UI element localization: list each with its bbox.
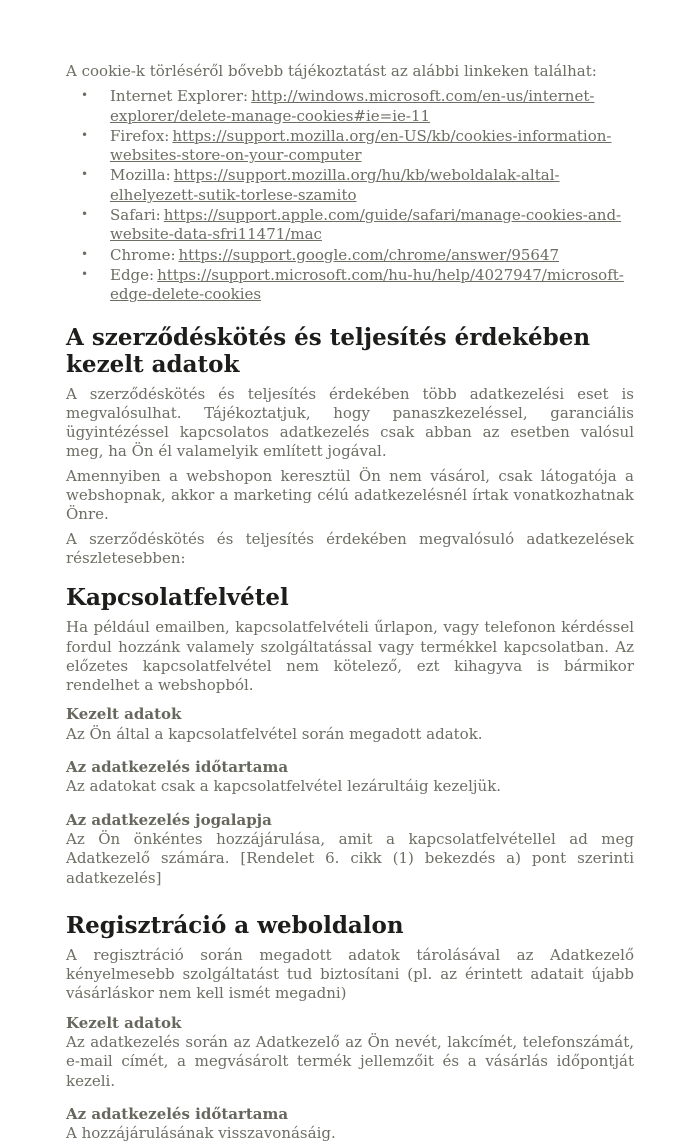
list-item-edge [66, 266, 634, 305]
section-title-contract-data: A szerződéskötés és teljesítés érdekében kezelt adatok [66, 323, 591, 378]
subsection-text-managed-data: Az adatkezelés során az Adatkezelő az Ön nevét, lakcímét, telefonszámát, e-mail címét, a megvásárolt termék jellemzőit és a vásárlás időpontját kezeli. [66, 1032, 634, 1090]
subsection-heading-duration: Az adatkezelés időtartama [66, 1104, 289, 1123]
browser-cookie-link-chrome[interactable]: https://support.google.com/chrome/answer/95647 [178, 245, 560, 264]
browser-cookie-link-edge[interactable]: https://support.microsoft.com/hu-hu/help/4027947/microsoft-edge-delete-cookies [110, 265, 624, 304]
browser-name-label: Safari: [110, 206, 161, 225]
bullet-icon: • [81, 246, 89, 261]
registration-intro-paragraph: A regisztráció során megadott adatok tárolásával az Adatkezelő kényelmesebb szolgáltatást tud biztosítani (pl. az érintett adatait újabb vásárláskor nem kell ismét megadni) [66, 945, 634, 1003]
list-item-firefox [66, 127, 634, 166]
contract-paragraph-3: A szerződéskötés és teljesítés érdekében megvalósuló adatkezelések részletesebben: [66, 529, 634, 567]
browser-cookie-link-firefox[interactable]: https://support.mozilla.org/en-US/kb/cookies-information-websites-store-on-your-computer [110, 126, 612, 165]
contact-intro-paragraph: Ha például emailben, kapcsolatfelvételi űrlapon, vagy telefonon kérdéssel fordul hozzánk valamely szolgáltatással vagy termékkel kapcsolatban. Az előzetes kapcsolatfelvétel nem kötelező, ezt kihagyva is bármikor rendelhet a webshopból. [66, 618, 634, 695]
browser-name-label: Chrome: [110, 245, 176, 264]
subsection-contact-duration [66, 758, 634, 797]
section-title-contact: Kapcsolatfelvétel [66, 584, 289, 612]
browser-cookie-link-mozilla[interactable]: https://support.mozilla.org/hu/kb/weboldalak-altal-elhelyezett-sutik-torlese-szamito [110, 166, 560, 204]
browser-name-label: Internet Explorer: [110, 87, 249, 106]
contract-paragraph-1: A szerződéskötés és teljesítés érdekében több adatkezelési eset is megvalósulhat. Tájékoztatjuk, hogy panaszkezeléssel, garanciális ügyintézéssel kapcsolatos adatkezelés csak abban az esetben valósul meg, ha Ön él valamelyik említett jogával. [66, 384, 634, 461]
subsection-contact-managed-data [66, 705, 634, 744]
bullet-icon: • [81, 207, 89, 222]
bullet-icon: • [81, 167, 89, 182]
browser-cookie-link-safari[interactable]: https://support.apple.com/guide/safari/manage-cookies-and-website-data-sfri11471/mac [110, 206, 622, 244]
list-item-chrome [66, 246, 634, 265]
list-item-internet-explorer [66, 87, 634, 126]
contract-paragraph-2: Amennyiben a webshopon keresztül Ön nem vásárol, csak látogatója a webshopnak, akkor a marketing célú adatkezelésnél írtak vonatkozhatnak Önre. [66, 466, 634, 524]
list-item-mozilla [66, 166, 634, 205]
subsection-registration-managed-data [66, 1014, 634, 1091]
browser-name-label: Mozilla: [110, 166, 171, 185]
bullet-icon: • [81, 88, 89, 103]
subsection-registration-duration [66, 1105, 634, 1143]
bullet-icon: • [81, 266, 89, 281]
list-item-safari [66, 206, 634, 245]
subsection-contact-legal-basis [66, 811, 634, 888]
browser-name-label: Edge: [110, 265, 155, 284]
bullet-icon: • [81, 127, 89, 142]
subsection-heading-managed-data: Kezelt adatok [66, 705, 182, 724]
subsection-text-duration: A hozzájárulásának visszavonásáig. [66, 1124, 336, 1143]
subsection-text-legal-basis: Az Ön önkéntes hozzájárulása, amit a kapcsolatfelvétellel ad meg Adatkezelő számára. [Rendelet 6. cikk (1) bekezdés a) pont szerinti adatkezelés] [66, 829, 634, 887]
subsection-heading-duration: Az adatkezelés időtartama [66, 758, 289, 777]
subsection-heading-managed-data: Kezelt adatok [66, 1013, 182, 1032]
browser-cookie-link-internet-explorer[interactable]: http://windows.microsoft.com/en-us/internet-explorer/delete-manage-cookies#ie=ie-11 [110, 87, 595, 125]
browser-name-label: Firefox: [110, 126, 170, 145]
subsection-text-duration: Az adatokat csak a kapcsolatfelvétel lezárultáig kezeljük. [66, 777, 502, 796]
browser-cookie-links-list [66, 87, 634, 304]
subsection-text-managed-data: Az Ön által a kapcsolatfelvétel során megadott adatok. [66, 724, 483, 743]
section-title-registration: Regisztráció a weboldalon [66, 911, 404, 939]
cookie-deletion-intro: A cookie-k törléséről bővebb tájékoztatást az alábbi linkeken találhat: [66, 62, 597, 80]
subsection-heading-legal-basis: Az adatkezelés jogalapja [66, 810, 272, 829]
